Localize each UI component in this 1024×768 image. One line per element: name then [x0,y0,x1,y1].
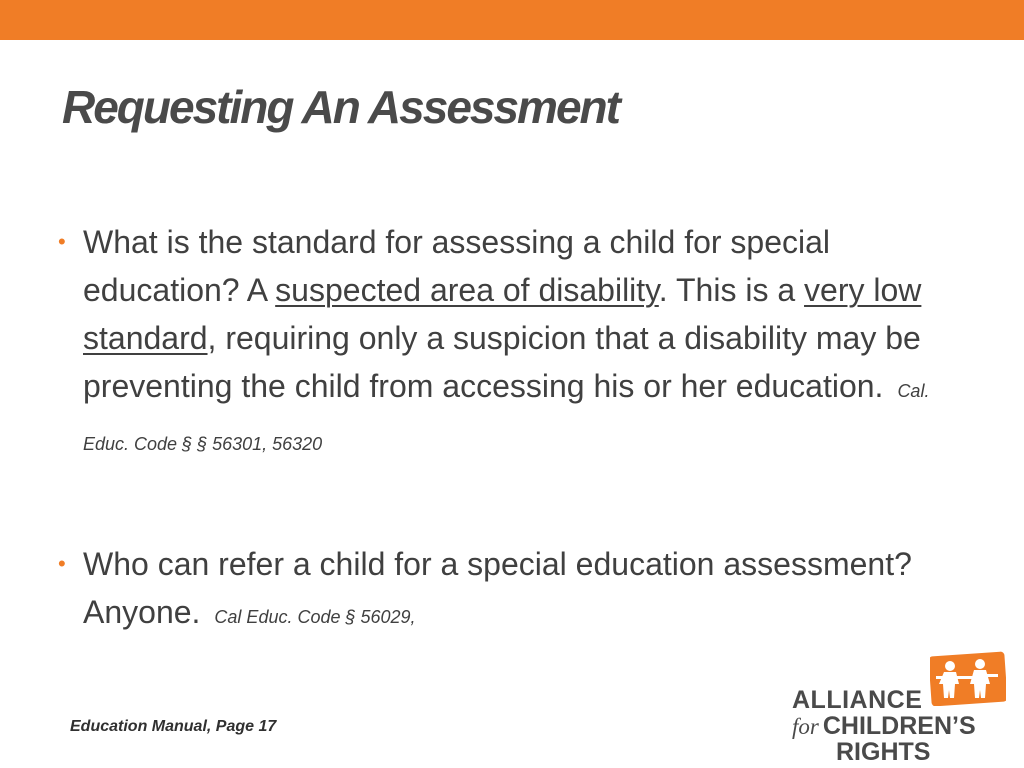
logo-text-childrens-word: CHILDREN’S [822,712,976,740]
footer-reference: Education Manual, Page 17 [70,718,277,735]
logo-text-for: for [792,714,819,739]
underlined-phrase: suspected area of disability [275,272,659,308]
bullet-text: Who can refer a child for a special education assessment? Anyone. [83,546,912,630]
bullet-list [58,218,958,641]
citation: Cal Educ. Code § 56029, [214,607,416,627]
children-holding-hands-icon [930,650,1006,706]
bullet-text: What is the standard for assessing a child for special education? A [83,224,831,308]
logo-text-rights: RIGHTS [836,738,931,766]
bullet-dot: • [58,551,66,576]
logo-text-childrens [792,712,976,741]
top-accent-bar [0,0,1024,40]
bullet-item [58,218,958,468]
bullet-item [58,540,958,641]
bullet-dot: • [58,229,66,254]
underlined-phrase: very low standard [83,272,922,356]
bullet-text: . This is a [658,272,805,308]
slide-title: Requesting An Assessment [62,81,619,133]
logo-text-alliance: ALLIANCE [792,686,923,714]
alliance-logo [790,650,1010,766]
bullet-text: , requiring only a suspicion that a disability may be preventing the child from accessing his or her education. [83,320,921,404]
citation: Cal. Educ. Code § § 56301, 56320 [83,381,930,454]
